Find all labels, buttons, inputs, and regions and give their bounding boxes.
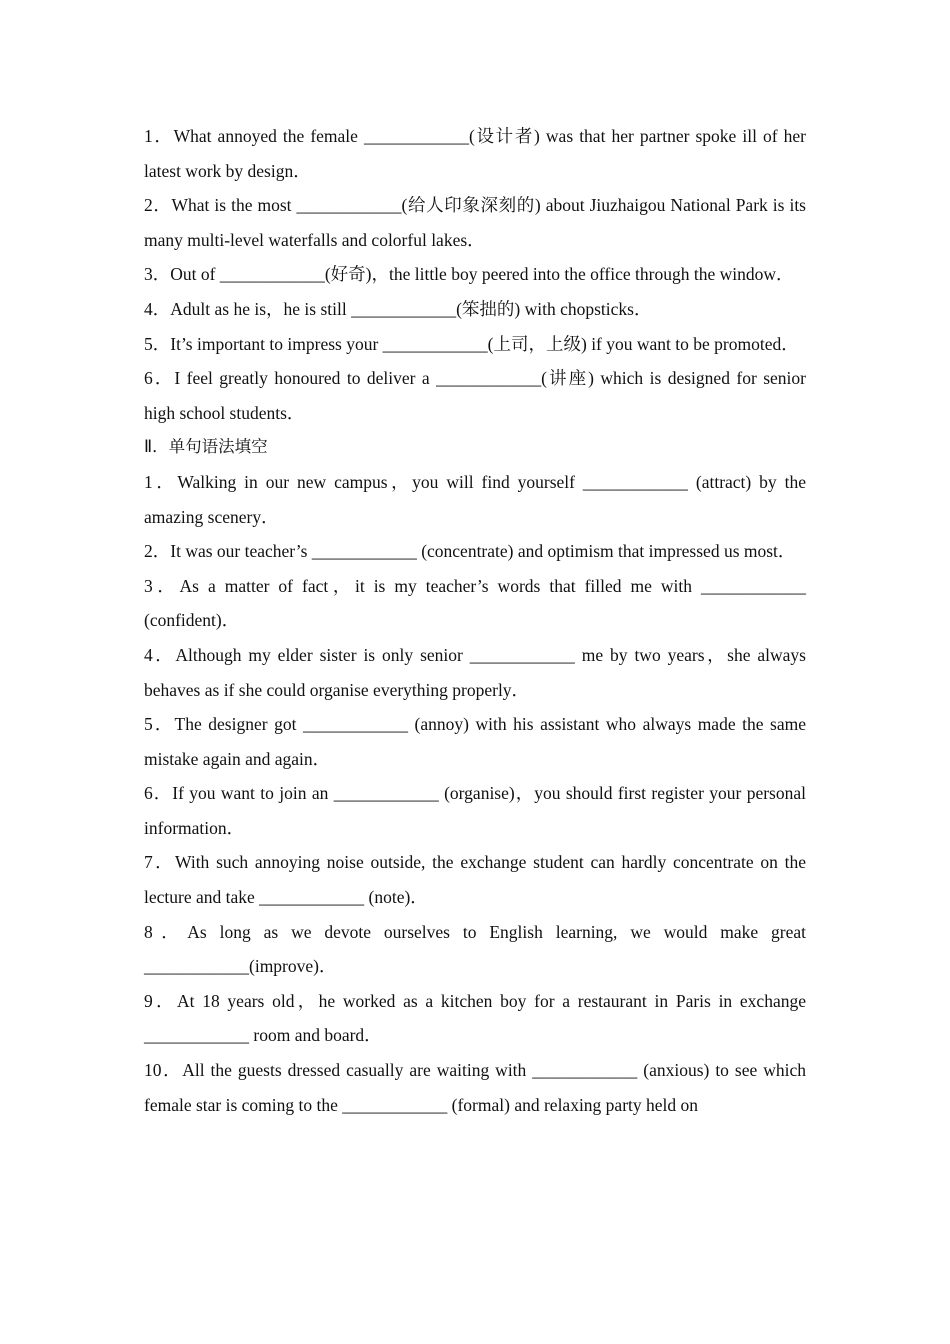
grammar-item-3: 3．As a matter of fact，it is my teacher’s words that filled me with ____________ (confident)．	[144, 575, 806, 631]
grammar-item-6: 6．If you want to join an ____________ (organise)，you should first register your personal information．	[144, 783, 806, 838]
grammar-item-7: 7．With such annoying noise outside, the exchange student can hardly concentrate on the lecture and take ____________ (note)．	[144, 852, 806, 908]
grammar-item-9: 9．At 18 years old，he worked as a kitchen boy for a restaurant in Paris in exchange ____________ room and board．	[144, 990, 806, 1046]
section-heading-grammar: Ⅱ．单句语法填空	[144, 437, 268, 457]
grammar-item-8: 8．As long as we devote ourselves to English learning, we would make great ____________(improve)．	[144, 921, 806, 977]
grammar-item-10: 10．All the guests dressed casually are waiting with ____________ (anxious) to see which female star is coming to the ____________ (formal) and relaxing party held on	[144, 1060, 806, 1115]
worksheet-page	[144, 119, 806, 1122]
exercise-item-3: 3．Out of ____________(好奇)，the little boy peered into the office through the window．	[144, 264, 794, 285]
exercise-item-1: 1．What annoyed the female ____________(设计者) was that her partner spoke ill of her latest work by design．	[144, 126, 806, 181]
grammar-item-5: 5．The designer got ____________ (annoy) with his assistant who always made the same mistake again and again．	[144, 714, 806, 769]
grammar-item-4: 4．Although my elder sister is only senior ____________ me by two years，she always behaves as if she could organise everything properly．	[144, 644, 806, 700]
exercise-item-4: 4．Adult as he is，he is still ____________(笨拙的) with chopsticks．	[144, 298, 652, 319]
grammar-item-2: 2．It was our teacher’s ____________ (concentrate) and optimism that impressed us most．	[144, 541, 796, 562]
exercise-item-6: 6．I feel greatly honoured to deliver a ____________(讲座) which is designed for senior high school students．	[144, 368, 806, 423]
exercise-item-2: 2．What is the most ____________(给人印象深刻的) about Jiuzhaigou National Park is its many multi-level waterfalls and colorful lakes．	[144, 195, 806, 250]
grammar-item-1: 1．Walking in our new campus，you will find yourself ____________ (attract) by the amazing scenery．	[144, 471, 806, 527]
exercise-item-5: 5．It’s important to impress your ____________(上司，上级) if you want to be promoted．	[144, 333, 799, 354]
